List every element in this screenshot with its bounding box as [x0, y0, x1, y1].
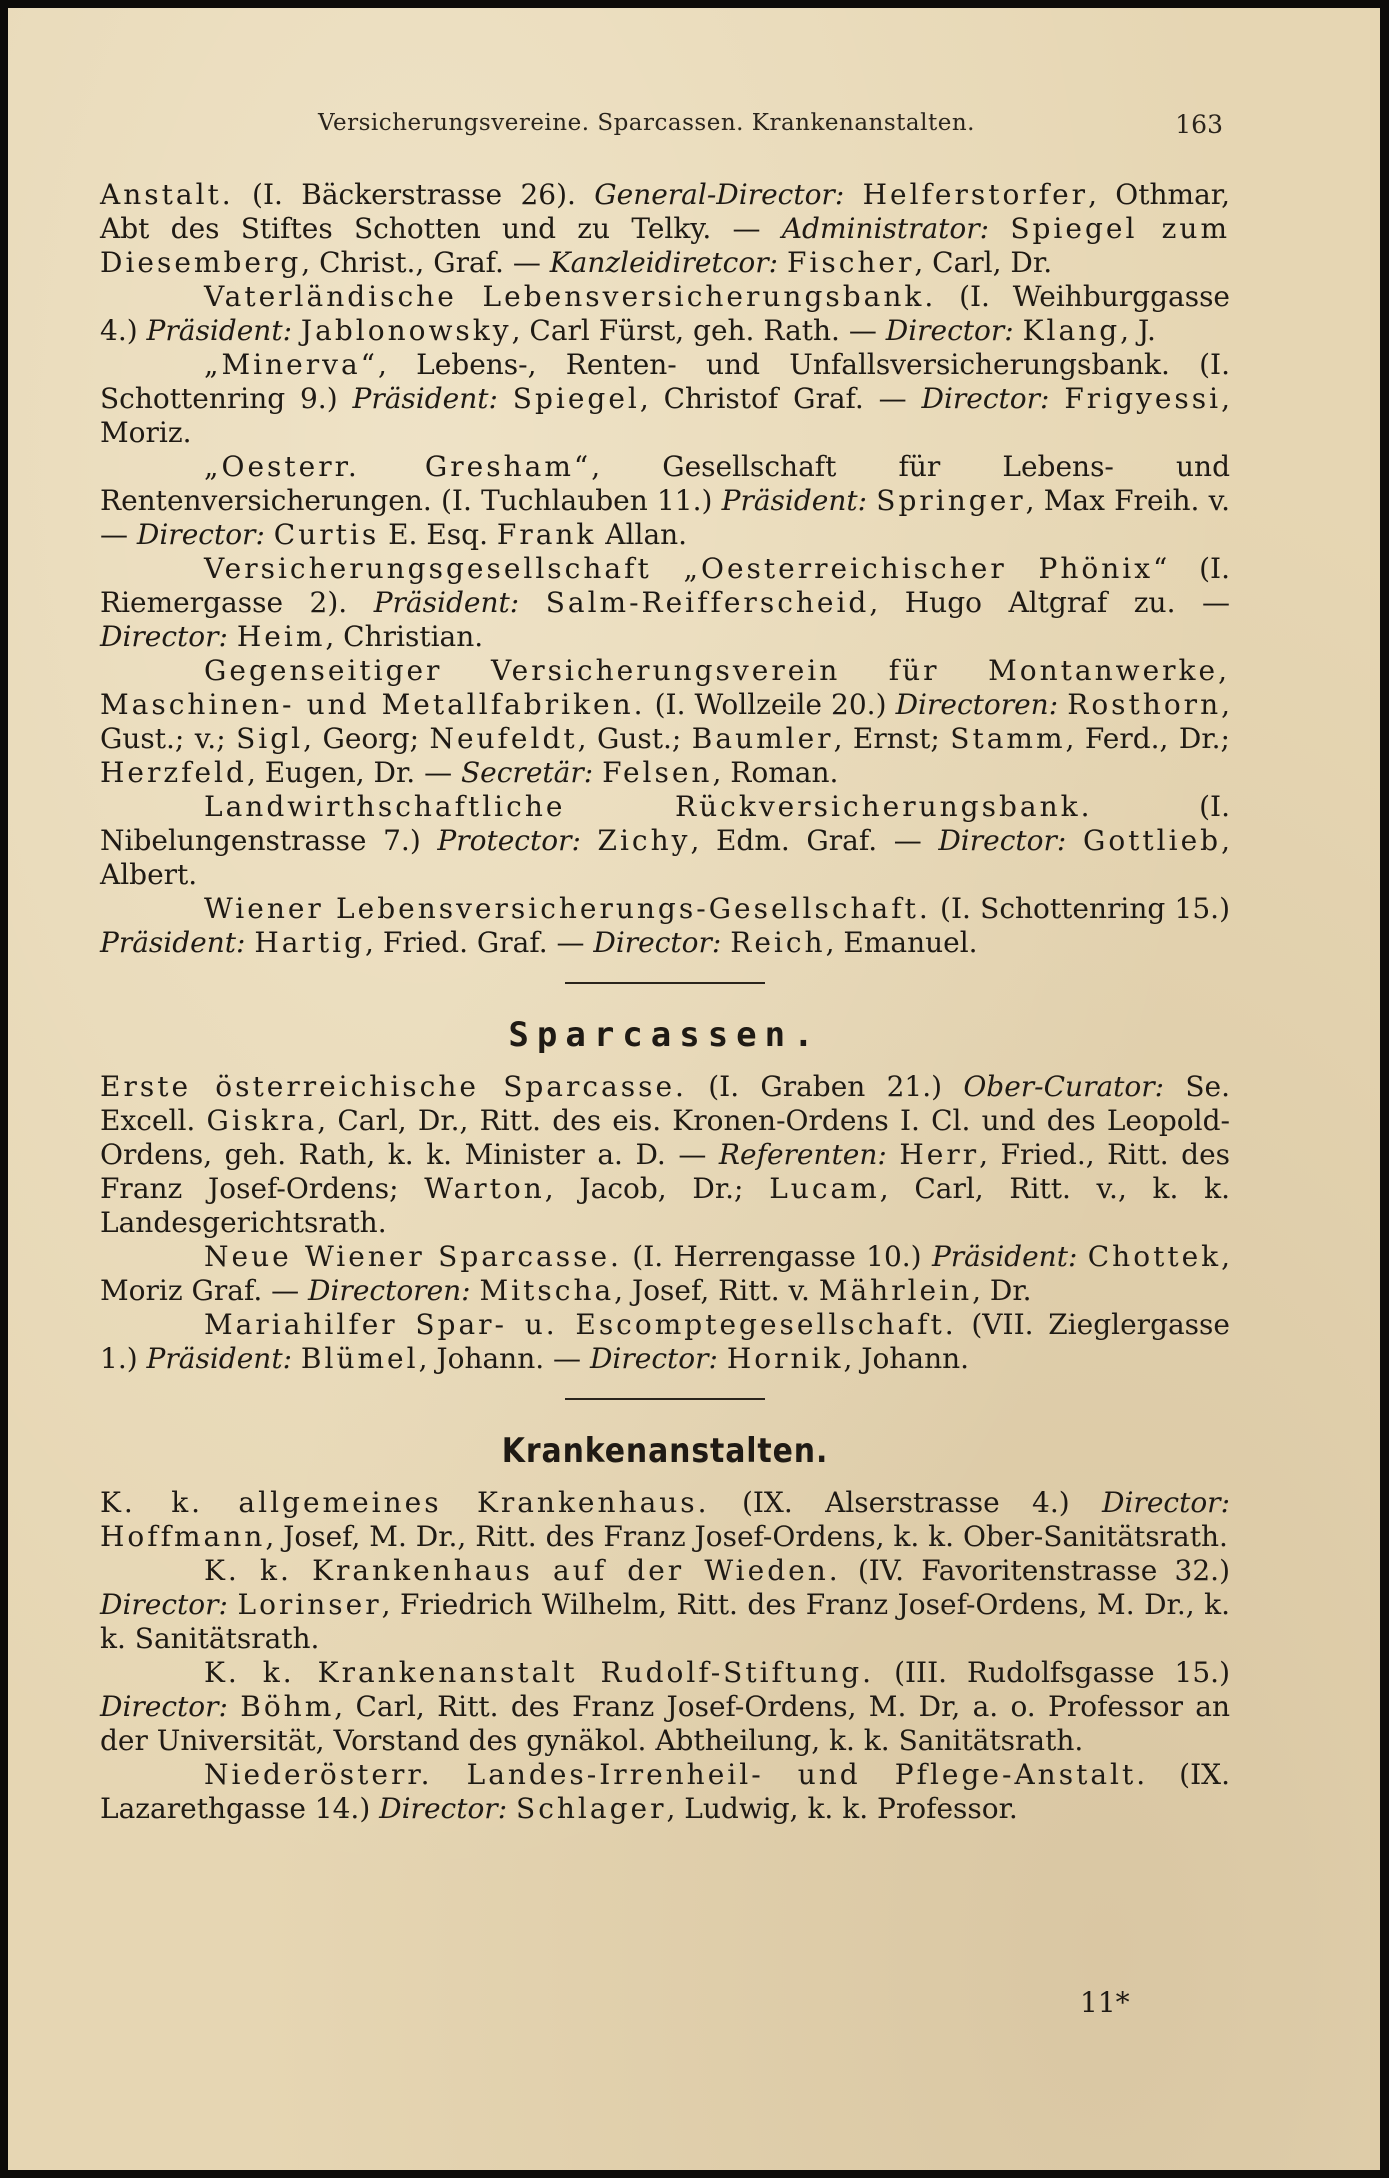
- spaced-name: Fischer: [786, 246, 915, 279]
- directory-entry: [100, 790, 1230, 892]
- entry-text: (I. Wollzeile 20.): [645, 688, 896, 721]
- spaced-name: Helferstorfer: [862, 178, 1089, 211]
- directory-entry: [100, 280, 1230, 348]
- spaced-name: Felsen: [602, 756, 713, 789]
- entry-text: [844, 178, 862, 211]
- directory-entry: [100, 450, 1230, 552]
- spaced-name: Herzfeld: [100, 756, 247, 789]
- entry-text: (IX. Alserstrasse 4.): [709, 1486, 1103, 1519]
- role-label: Directoren:: [895, 688, 1059, 721]
- spaced-name: Wiener Lebensversicherungs-Gesellschaft.: [204, 892, 931, 925]
- entry-text: , Roman.: [712, 756, 839, 789]
- entry-text: [498, 382, 513, 415]
- entry-text: , Eugen, Dr. —: [246, 756, 461, 789]
- entry-text: [1058, 688, 1067, 721]
- krankenanstalten-section: [100, 1486, 1230, 1826]
- entry-text: [292, 314, 301, 347]
- entry-text: [228, 620, 237, 653]
- entry-text: , Christian.: [325, 620, 484, 653]
- entry-text: , Hugo Altgraf zu. —: [869, 586, 1231, 619]
- spaced-name: Hoffmann: [100, 1520, 266, 1553]
- entry-text: [721, 926, 730, 959]
- role-label: Director:: [589, 1342, 718, 1375]
- entry-text: , Carl Fürst, geh. Rath. —: [511, 314, 886, 347]
- entry-text: , Moriz Graf. —: [100, 1240, 1231, 1307]
- entry-text: , Gesellschaft für Lebens- und Rentenversicherungen. (I. Tuchlauben 11.): [100, 450, 1230, 517]
- spaced-name: Spiegel: [512, 382, 640, 415]
- directory-entry: [100, 348, 1230, 450]
- entry-text: [507, 1792, 516, 1825]
- spaced-name: Klang: [1022, 314, 1121, 347]
- entry-text: , Othmar, Abt des Stiftes Schotten und zu Telky. —: [100, 178, 1230, 245]
- entry-text: [471, 1274, 480, 1307]
- role-label: Directoren:: [308, 1274, 471, 1307]
- entry-text: , Johann.: [843, 1342, 970, 1375]
- role-label: Kanzleidiretcor:: [549, 246, 779, 279]
- entry-text: , Jacob, Dr.;: [544, 1172, 770, 1205]
- spaced-name: Jablonowsky: [300, 314, 512, 347]
- spaced-name: Hartig: [254, 926, 366, 959]
- spaced-name: Mährlein: [818, 1274, 973, 1307]
- spaced-name: Herr: [899, 1138, 980, 1171]
- entry-text: , Carl, Dr.: [914, 246, 1053, 279]
- role-label: Protector:: [437, 824, 581, 857]
- spaced-name: „Minerva“: [204, 348, 378, 381]
- entry-text: [593, 756, 602, 789]
- role-label: Präsident:: [373, 586, 520, 619]
- spaced-name: Frank: [496, 518, 597, 551]
- spaced-name: Erste österreichische Sparcasse.: [100, 1070, 687, 1103]
- entry-text: , Christ., Graf. —: [301, 246, 550, 279]
- role-label: Director:: [938, 824, 1067, 857]
- entry-text: , Josef, Ritt. v.: [614, 1274, 819, 1307]
- spaced-name: K. k. Krankenanstalt Rudolf-Stiftung.: [204, 1656, 875, 1689]
- directory-entry: [100, 1240, 1230, 1308]
- entry-text: (III. Rudolfsgasse 15.): [874, 1656, 1231, 1689]
- role-label: Director:: [100, 1588, 228, 1621]
- entry-text: [718, 1342, 727, 1375]
- directory-entry: [100, 1656, 1230, 1758]
- directory-entry: [100, 1758, 1230, 1826]
- entry-text: , Georg;: [303, 722, 430, 755]
- spaced-name: Hornik: [726, 1342, 844, 1375]
- spaced-name: Springer: [876, 484, 1026, 517]
- entry-text: [778, 246, 787, 279]
- directory-entry: [100, 892, 1230, 960]
- spaced-name: Frigyessi: [1064, 382, 1222, 415]
- role-label: Präsident:: [352, 382, 498, 415]
- spaced-name: Gegenseitiger Versicherungsverein für Montanwerke, Maschinen- und Metallfabriken.: [100, 654, 1230, 721]
- sparcassen-section: [100, 1070, 1230, 1376]
- role-label: General-Director:: [594, 178, 845, 211]
- spaced-name: Neufeldt: [429, 722, 578, 755]
- entry-text: [1066, 824, 1083, 857]
- spaced-name: Spiegel zum Diesemberg: [100, 212, 1230, 279]
- entry-text: , Dr.: [972, 1274, 1032, 1307]
- directory-entry: [100, 178, 1230, 280]
- entry-text: [1049, 382, 1064, 415]
- entry-text: [581, 824, 598, 857]
- spaced-name: Lorinser: [237, 1588, 382, 1621]
- entry-text: , Gust.;: [577, 722, 692, 755]
- entry-text: , Ernst;: [833, 722, 951, 755]
- directory-entry: [100, 1486, 1230, 1554]
- entry-text: , Fried. Graf. —: [365, 926, 594, 959]
- spaced-name: Sigl: [236, 722, 304, 755]
- spaced-name: Stamm: [950, 722, 1066, 755]
- section-divider: [565, 1398, 765, 1400]
- role-label: Director:: [1102, 1486, 1230, 1519]
- entry-text: [1014, 314, 1023, 347]
- spaced-name: Chottek: [1087, 1240, 1222, 1273]
- spaced-name: Blümel: [300, 1342, 419, 1375]
- entry-text: [867, 484, 876, 517]
- entry-text: , Gust.; v.;: [100, 688, 1231, 755]
- role-label: Director:: [136, 518, 265, 551]
- directory-entry: [100, 552, 1230, 654]
- spaced-name: Landwirthschaftliche Rückversicherungsbank.: [204, 790, 1093, 823]
- signature-mark: 11*: [1080, 1986, 1130, 2019]
- entry-text: , Lebens-, Renten- und Unfallsversicherungsbank. (I. Schottenring 9.): [100, 348, 1230, 415]
- spaced-name: Curtis: [273, 518, 380, 551]
- role-label: Präsident:: [146, 314, 293, 347]
- entry-text: , Carl, Dr., Ritt. des eis. Kronen-Ordens I. Cl. und des Leopold-Ordens, geh. Rath, k. k. Minister a. D. —: [100, 1104, 1230, 1171]
- entry-text: E. Esq.: [379, 518, 497, 551]
- entry-text: , Josef, M. Dr., Ritt. des Franz Josef-Ordens, k. k. Ober-Sanitätsrath.: [265, 1520, 1228, 1553]
- entry-text: (I. Riemergasse 2).: [100, 552, 1230, 619]
- role-label: Director:: [593, 926, 722, 959]
- spaced-name: Niederösterr. Landes-Irrenheil- und Pflege-Anstalt.: [204, 1758, 1149, 1791]
- entry-text: [265, 518, 274, 551]
- directory-entry: [100, 1070, 1230, 1240]
- spaced-name: Baumler: [691, 722, 834, 755]
- spaced-name: Giskra: [206, 1104, 318, 1137]
- spaced-name: Mariahilfer Spar- u. Escomptegesellschaft.: [204, 1308, 957, 1341]
- entry-text: (I. Graben 21.): [686, 1070, 964, 1103]
- entry-text: , Johann. —: [418, 1342, 590, 1375]
- role-label: Administrator:: [781, 212, 990, 245]
- entry-text: Se. Excell.: [100, 1070, 1230, 1137]
- entry-text: , Max Freih. v. —: [100, 484, 1230, 551]
- entry-text: [292, 1342, 301, 1375]
- spaced-name: Heim: [236, 620, 326, 653]
- entry-text: Allan.: [596, 518, 688, 551]
- role-label: Director:: [379, 1792, 508, 1825]
- role-label: Ober-Curator:: [963, 1070, 1165, 1103]
- section-divider: [565, 982, 765, 984]
- entry-text: [1077, 1240, 1087, 1273]
- role-label: Director:: [100, 1690, 228, 1723]
- entry-text: , Ferd., Dr.;: [1065, 722, 1230, 755]
- entry-text: (I. Herrengasse 10.): [621, 1240, 932, 1273]
- entry-text: , Friedrich Wilhelm, Ritt. des Franz Josef-Ordens, M. Dr., k. k. Sanitätsrath.: [100, 1588, 1231, 1655]
- entry-text: , Christof Graf. —: [639, 382, 922, 415]
- entry-text: (I. Weihburggasse 4.): [100, 280, 1231, 347]
- spaced-name: Mitscha: [479, 1274, 615, 1307]
- entry-text: (I. Nibelungenstrasse 7.): [100, 790, 1230, 857]
- entry-text: , Carl, Ritt. v., k. k. Landesgerichtsrath.: [100, 1172, 1230, 1239]
- entry-text: [989, 212, 1010, 245]
- directory-entry: [100, 1308, 1230, 1376]
- entry-text: [519, 586, 546, 619]
- entry-text: [228, 1690, 240, 1723]
- role-label: Präsident:: [100, 926, 246, 959]
- spaced-name: Lucam: [769, 1172, 880, 1205]
- spaced-name: Böhm: [240, 1690, 335, 1723]
- role-label: Director:: [100, 620, 228, 653]
- spaced-name: Salm-Reifferscheid: [545, 586, 870, 619]
- spaced-name: Zichy: [597, 824, 691, 857]
- spaced-name: Schlager: [516, 1792, 667, 1825]
- page-body: [100, 178, 1230, 1826]
- entry-text: [887, 1138, 900, 1171]
- role-label: Referenten:: [718, 1138, 887, 1171]
- spaced-name: Anstalt.: [100, 178, 234, 211]
- entry-text: , Albert.: [100, 824, 1230, 891]
- directory-entry: [100, 1554, 1230, 1656]
- entry-text: , J.: [1120, 314, 1156, 347]
- spaced-name: Gottlieb: [1082, 824, 1222, 857]
- entry-text: (VII. Zieglergasse 1.): [100, 1308, 1230, 1375]
- entry-text: , Emanuel.: [825, 926, 978, 959]
- spaced-name: Reich: [730, 926, 826, 959]
- entry-text: , Ludwig, k. k. Professor.: [666, 1792, 1018, 1825]
- book-page: [8, 8, 1380, 2170]
- entry-text: (I. Bäckerstrasse 26).: [233, 178, 595, 211]
- role-label: Director:: [885, 314, 1014, 347]
- insurance-section: [100, 178, 1230, 960]
- entry-text: (IX. Lazarethgasse 14.): [100, 1758, 1230, 1825]
- role-label: Director:: [921, 382, 1050, 415]
- spaced-name: Rosthorn: [1067, 688, 1222, 721]
- role-label: Secretär:: [461, 756, 594, 789]
- entry-text: , Edm. Graf. —: [690, 824, 939, 857]
- directory-entry: [100, 654, 1230, 790]
- entry-text: (I. Schottenring 15.): [930, 892, 1230, 925]
- spaced-name: K. k. Krankenhaus auf der Wieden.: [204, 1554, 841, 1587]
- role-label: Präsident:: [721, 484, 868, 517]
- spaced-name: Versicherungsgesellschaft „Oesterreichischer Phönix“: [204, 552, 1171, 585]
- entry-text: , Moriz.: [100, 382, 1230, 449]
- section-heading-krankenanstalten: Krankenanstalten.: [501, 1431, 829, 1471]
- spaced-name: K. k. allgemeines Krankenhaus.: [100, 1486, 710, 1519]
- role-label: Präsident:: [146, 1342, 293, 1375]
- spaced-name: Warton: [424, 1172, 545, 1205]
- running-title: Versicherungsvereine. Sparcassen. Krankenanstalten.: [318, 110, 975, 136]
- spaced-name: Neue Wiener Sparcasse.: [204, 1240, 622, 1273]
- page-number: 163: [1175, 110, 1223, 139]
- running-header: [318, 110, 1223, 144]
- spaced-name: „Oesterr. Gresham“: [204, 450, 592, 483]
- spaced-name: Vaterländische Lebensversicherungsbank.: [204, 280, 937, 313]
- entry-text: (IV. Favoritenstrasse 32.): [840, 1554, 1231, 1587]
- entry-text: , Carl, Ritt. des Franz Josef-Ordens, M. Dr, a. o. Professor an der Universität, Vorstand des gynäkol. Abtheilung, k. k. Sanitätsrath.: [100, 1690, 1230, 1757]
- section-heading-sparcassen: Sparcassen.: [508, 1015, 822, 1055]
- entry-text: , Fried., Ritt. des Franz Josef-Ordens;: [100, 1138, 1231, 1205]
- role-label: Präsident:: [931, 1240, 1078, 1273]
